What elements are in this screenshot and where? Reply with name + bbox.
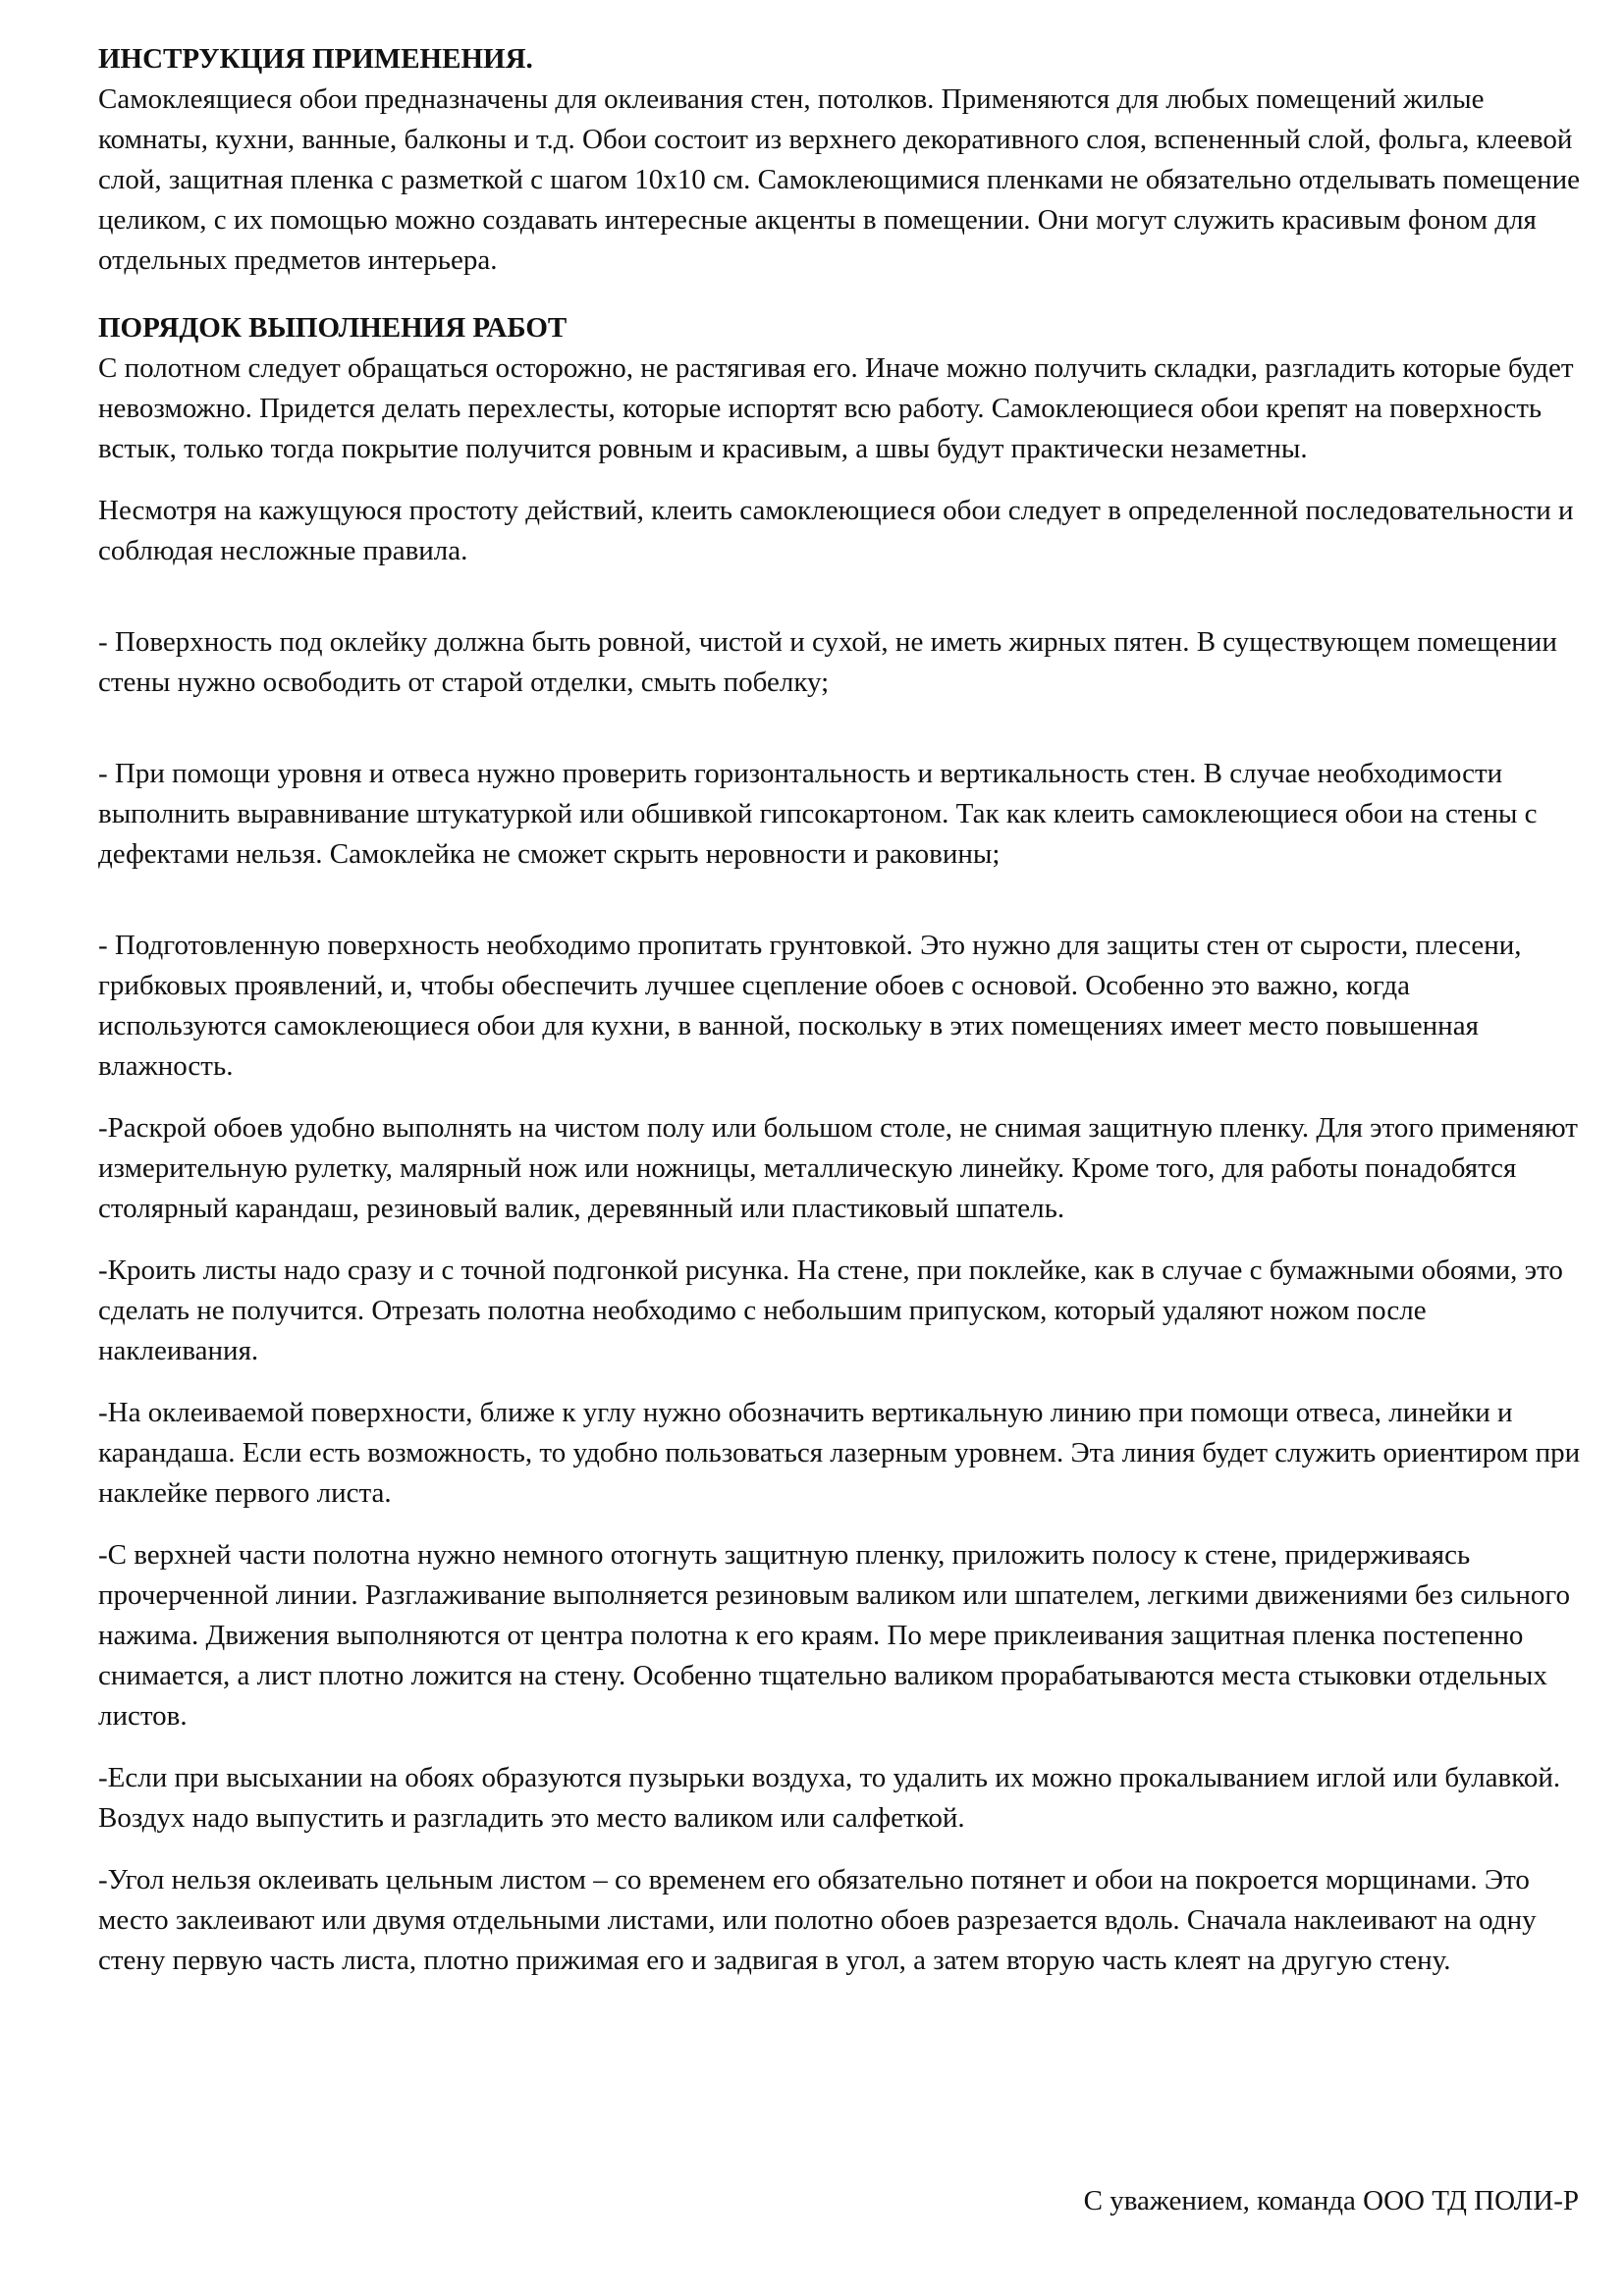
section-title-instructions: ИНСТРУКЦИЯ ПРИМЕНЕНИЯ.	[98, 43, 533, 75]
intro-paragraph: Самоклеящиеся обои предназначены для оклеивания стен, потолков. Применяются для любых помещений жилые комнаты, кухни, ванные, балконы и т.д. Обои состоит из верхнего декоративного слоя, вспененный слой, фольга, клеевой слой, защитная пленка с разметкой с шагом 10х10 см. Самоклеющимися пленками не обязательно отделывать помещение целиком, с их помощью можно создавать интересные акценты в помещении. Они могут служить красивым фоном для отдельных предметов интерьера.	[98, 83, 1581, 276]
step-item: -Если при высыхании на обоях образуются пузырьки воздуха, то удалить их можно прокалыванием иглой или булавкой. Воздух надо выпустить и разгладить это место валиком или салфеткой.	[98, 1762, 1561, 1834]
document-page	[98, 39, 1581, 1981]
step-item: -На оклеиваемой поверхности, ближе к углу нужно обозначить вертикальную линию при помощи отвеса, линейки и карандаша. Если есть возможность, то удобно пользоваться лазерным уровнем. Эта линия будет служить ориентиром при наклейке первого листа.	[98, 1397, 1581, 1509]
step-item: - Подготовленную поверхность необходимо пропитать грунтовкой. Это нужно для защиты стен от сырости, плесени, грибковых проявлений, и, чтобы обеспечить лучшее сцепление обоев с основой. Особенно это важно, когда используются самоклеющиеся обои для кухни, в ванной, поскольку в этих помещениях имеет место повышенная влажность.	[98, 930, 1522, 1082]
step-item: -Угол нельзя оклеивать цельным листом – со временем его обязательно потянет и обои на покроется морщинами. Это место заклеивают или двумя отдельными листами, или полотно обоев разрезается вдоль. Сначала наклеивают на одну стену первую часть листа, плотно прижимая его и задвигая в угол, а затем вторую часть клеят на другую стену.	[98, 1864, 1537, 1976]
work-order-note: Несмотря на кажущуюся простоту действий, клеить самоклеющиеся обои следует в определенной последовательности и соблюдая несложные правила.	[98, 495, 1574, 566]
step-item: -Кроить листы надо сразу и с точной подгонкой рисунка. На стене, при поклейке, как в случае с бумажными обоями, это сделать не получится. Отрезать полотна необходимо с небольшим припуском, который удаляют ножом после наклеивания.	[98, 1255, 1563, 1366]
step-item: -Раскрой обоев удобно выполнять на чистом полу или большом столе, не снимая защитную пленку. Для этого применяют измерительную рулетку, малярный нож или ножницы, металлическую линейку. Кроме того, для работы понадобятся столярный карандаш, резиновый валик, деревянный или пластиковый шпатель.	[98, 1112, 1578, 1224]
signature: С уважением, команда ООО ТД ПОЛИ-Р	[1083, 2185, 1579, 2216]
section-title-work-order: ПОРЯДОК ВЫПОЛНЕНИЯ РАБОТ	[98, 312, 568, 344]
step-item: - При помощи уровня и отвеса нужно проверить горизонтальность и вертикальность стен. В случае необходимости выполнить выравнивание штукатуркой или обшивкой гипсокартоном. Так как клеить самоклеющиеся обои на стены с дефектами нельзя. Самоклейка не сможет скрыть неровности и раковины;	[98, 758, 1538, 870]
step-item: - Поверхность под оклейку должна быть ровной, чистой и сухой, не иметь жирных пятен. В существующем помещении стены нужно освободить от старой отделки, смыть побелку;	[98, 626, 1557, 698]
step-item: -С верхней части полотна нужно немного отогнуть защитную пленку, приложить полосу к стене, придерживаясь прочерченной линии. Разглаживание выполняется резиновым валиком или шпателем, легкими движениями без сильного нажима. Движения выполняются от центра полотна к его краям. По мере приклеивания защитная пленка постепенно снимается, а лист плотно ложится на стену. Особенно тщательно валиком прорабатываются места стыковки отдельных листов.	[98, 1539, 1571, 1732]
work-order-intro: С полотном следует обращаться осторожно, не растягивая его. Иначе можно получить складки, разгладить которые будет невозможно. Придется делать перехлесты, которые испортят всю работу. Самоклеющиеся обои крепят на поверхность встык, только тогда покрытие получится ровным и красивым, а швы будут практически незаметны.	[98, 352, 1574, 464]
